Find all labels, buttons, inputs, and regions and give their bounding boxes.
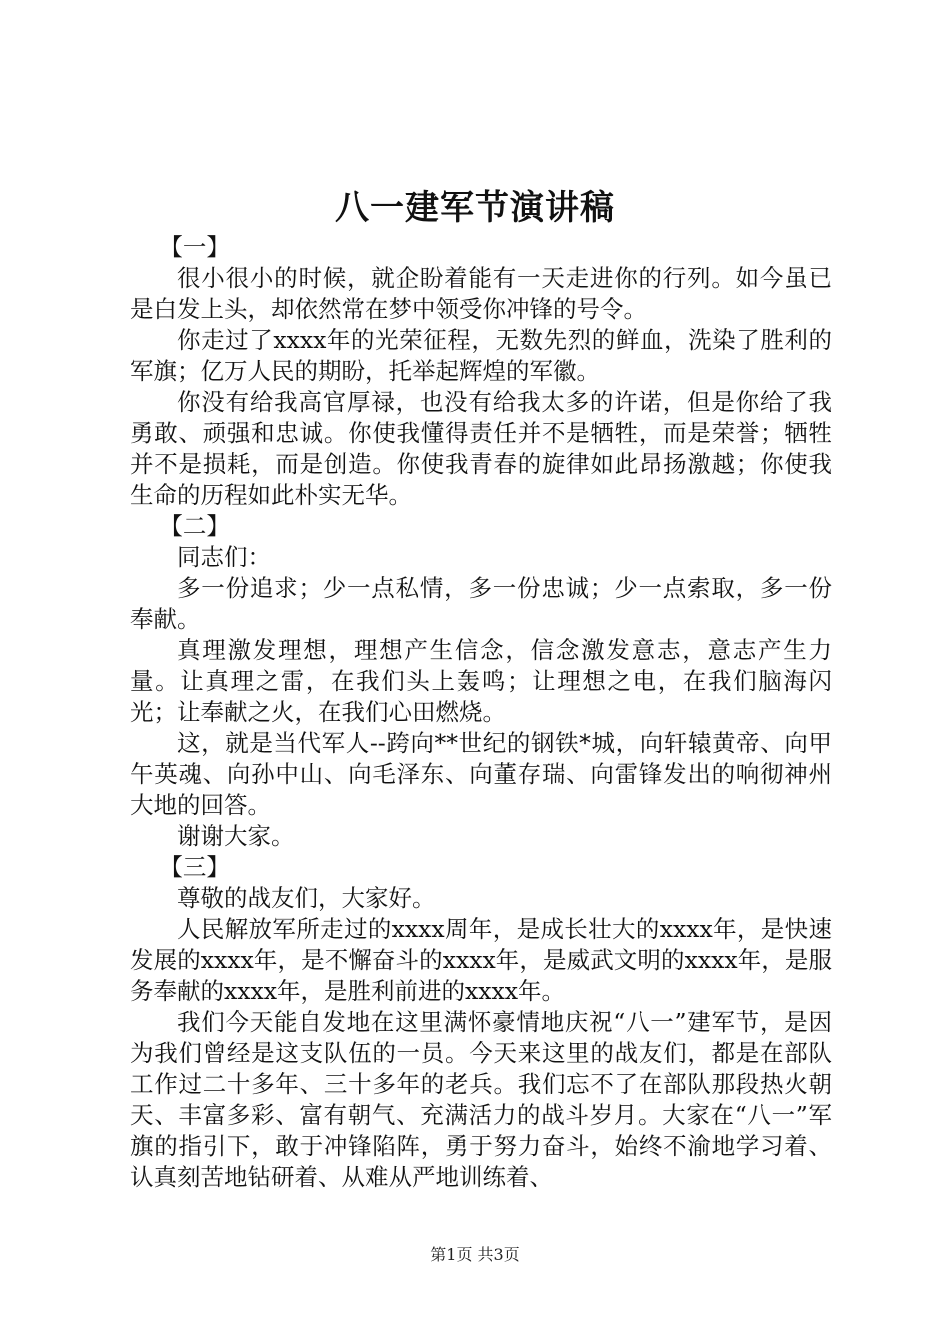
body-paragraph: 谢谢大家。: [177, 822, 295, 850]
body-paragraph: 尊敬的战友们，大家好。: [177, 884, 436, 912]
section-heading: 【三】: [159, 853, 230, 881]
section-heading: 【一】: [159, 233, 230, 261]
document-body: [130, 232, 832, 1193]
body-paragraph: 很小很小的时候，就企盼着能有一天走进你的行列。如今虽已是白发上头，却依然常在梦中领受你冲锋的号令。: [130, 264, 832, 323]
body-paragraph: 你没有给我高官厚禄，也没有给我太多的许诺，但是你给了我勇敢、顽强和忠诚。你使我懂得责任并不是牺牲，而是荣誉；牺牲并不是损耗，而是创造。你使我青春的旋律如此昂扬激越；你使我生命的历程如此朴实无华。: [130, 388, 832, 509]
page-number-footer: 第1页 共3页: [430, 1245, 520, 1264]
document-title: 八一建军节演讲稿: [335, 188, 615, 228]
body-paragraph: 多一份追求；少一点私情，多一份忠诚；少一点索取，多一份奉献。: [130, 574, 832, 633]
body-paragraph: 真理激发理想，理想产生信念，信念激发意志，意志产生力量。让真理之雷，在我们头上轰鸣；让理想之电，在我们脑海闪光；让奉献之火，在我们心田燃烧。: [130, 636, 832, 726]
body-paragraph: 同志们：: [177, 543, 271, 571]
body-paragraph: 我们今天能自发地在这里满怀豪情地庆祝“八一”建军节，是因为我们曾经是这支队伍的一员。今天来这里的战友们，都是在部队工作过二十多年、三十多年的老兵。我们忘不了在部队那段热火朝天、丰富多彩、富有朝气、充满活力的战斗岁月。大家在“八一”军旗的指引下，敢于冲锋陷阵，勇于努力奋斗，始终不渝地学习着、认真刻苦地钻研着、从难从严地训练着、: [130, 1008, 832, 1191]
body-paragraph: 人民解放军所走过的xxxx周年，是成长壮大的xxxx年，是快速发展的xxxx年，是不懈奋斗的xxxx年，是威武文明的xxxx年，是服务奉献的xxxx年，是胜利前进的xxxx年。: [130, 915, 832, 1005]
body-paragraph: 你走过了xxxx年的光荣征程，无数先烈的鲜血，洗染了胜利的军旗；亿万人民的期盼，托举起辉煌的军徽。: [130, 326, 832, 385]
body-paragraph: 这，就是当代军人--跨向**世纪的钢铁*城，向轩辕黄帝、向甲午英魂、向孙中山、向毛泽东、向董存瑞、向雷锋发出的响彻神州大地的回答。: [130, 729, 832, 819]
section-heading: 【二】: [159, 512, 230, 540]
